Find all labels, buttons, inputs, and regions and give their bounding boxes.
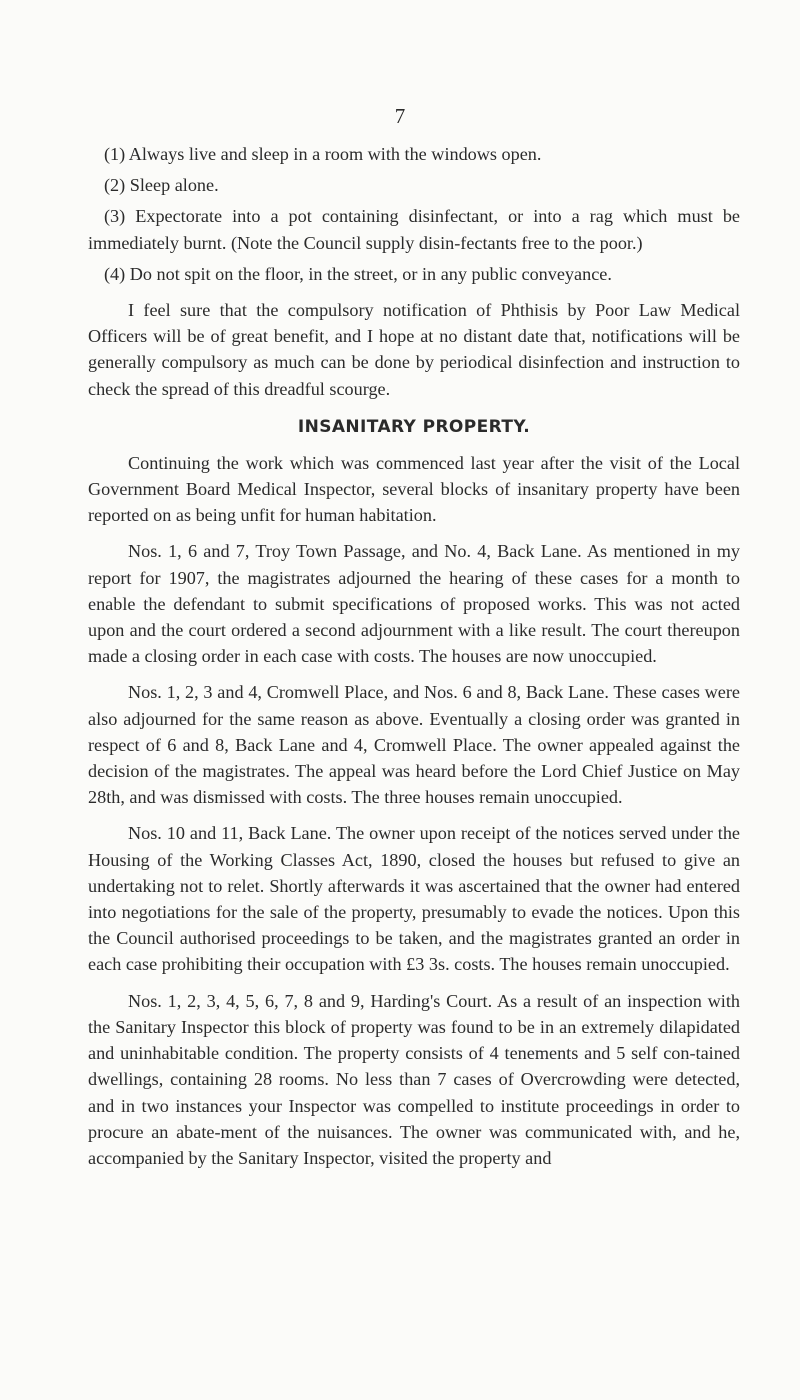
section-paragraph-5: Nos. 1, 2, 3, 4, 5, 6, 7, 8 and 9, Harding's Court. As a result of an inspection with the Sanitary Inspector this block of property was found to be in an extremely dilapidated and uninhabitable condition. The property consists of 4 tenements and 5 self con-tained dwellings, containing 28 rooms. No less than 7 cases of Overcrowding were detected, and in two instances your Inspector was compelled to institute proceedings in order to procure an abate-ment of the nuisances. The owner was communicated with, and he, accompanied by the Sanitary Inspector, visited the property and xyxy=(88,990,740,1168)
rule-item-1: (1) Always live and sleep in a room with the windows open. xyxy=(104,144,542,164)
section-heading: INSANITARY PROPERTY. xyxy=(297,416,531,437)
rule-item-3: (3) Expectorate into a pot containing disinfectant, or into a rag which must be immediately burnt. (Note the Council supply disin-fectants free to the poor.) xyxy=(88,206,740,253)
section-paragraph-4: Nos. 10 and 11, Back Lane. The owner upon receipt of the notices served under the Housing of the Working Classes Act, 1890, closed the houses but refused to give an undertaking not to relet. Shortly afterwards it was ascertained that the owner had entered into negotiations for the sale of the property, presumably to evade the notices. Upon this the Council authorised proceedings to be taken, and the magistrates granted an order in each case prohibiting their occupation with £3 3s. costs. The houses remain unoccupied. xyxy=(88,823,740,975)
page-content xyxy=(88,141,740,1171)
rule-item-4: (4) Do not spit on the floor, in the street, or in any public conveyance. xyxy=(104,263,612,284)
rule-item-2: (2) Sleep alone. xyxy=(104,175,219,196)
phthisis-notification-paragraph: I feel sure that the compulsory notification of Phthisis by Poor Law Medical Officers will be of great benefit, and I hope at no distant date that, notifications will be generally compulsory as much can be done by periodical disinfection and instruction to check the spread of this dreadful scourge. xyxy=(88,300,740,399)
section-paragraph-3: Nos. 1, 2, 3 and 4, Cromwell Place, and Nos. 6 and 8, Back Lane. These cases were also adjourned for the same reason as above. Eventually a closing order was granted in respect of 6 and 8, Back Lane and 4, Cromwell Place. The owner appealed against the decision of the magistrates. The appeal was heard before the Lord Chief Justice on May 28th, and was dismissed with costs. The three houses remain unoccupied. xyxy=(88,682,740,808)
section-paragraph-1: Continuing the work which was commenced last year after the visit of the Local Government Board Medical Inspector, several blocks of insanitary property have been reported on as being unfit for human habitation. xyxy=(88,452,740,526)
page-number: 7 xyxy=(394,104,406,128)
section-paragraph-2: Nos. 1, 6 and 7, Troy Town Passage, and No. 4, Back Lane. As mentioned in my report for 1907, the magistrates adjourned the hearing of these cases for a month to enable the defendant to submit specifications of proposed works. This was not acted upon and the court ordered a second adjournment with a like result. The court thereupon made a closing order in each case with costs. The houses are now unoccupied. xyxy=(88,541,740,667)
